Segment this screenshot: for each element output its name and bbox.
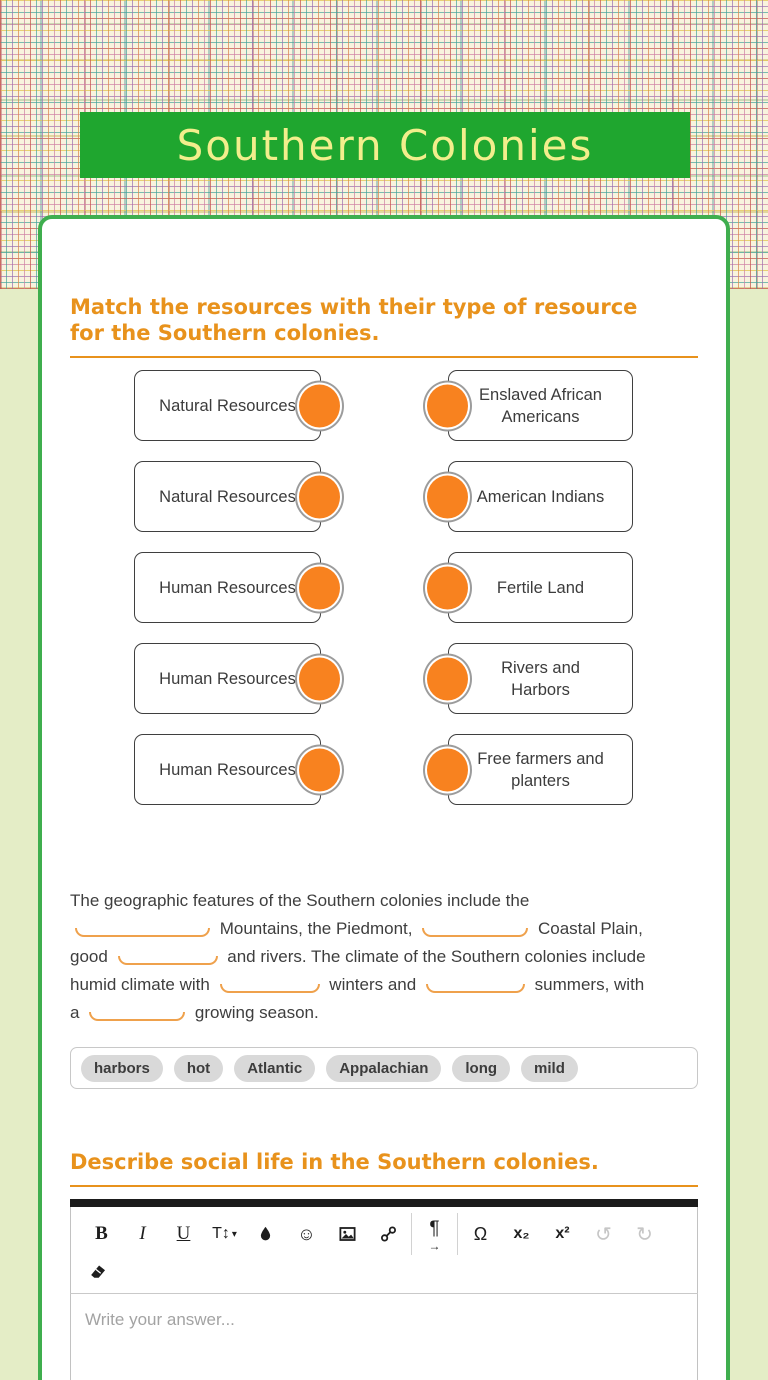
toolbar-divider — [457, 1213, 458, 1255]
superscript-button[interactable]: x² — [555, 1225, 570, 1242]
match-grid — [70, 370, 698, 805]
fill-blank-input[interactable] — [220, 984, 320, 993]
word-bank-pill[interactable]: hot — [174, 1055, 223, 1082]
worksheet-title-banner — [80, 112, 690, 178]
fill-text: humid climate with — [70, 975, 215, 994]
toolbar-divider — [411, 1213, 412, 1255]
match-left-box[interactable] — [134, 370, 321, 441]
worksheet-title: Southern Colonies — [176, 120, 594, 170]
subscript-button[interactable]: x₂ — [513, 1225, 530, 1242]
insert-image-button[interactable] — [327, 1213, 368, 1255]
connector-dot-icon[interactable] — [297, 382, 342, 429]
fill-text: Mountains, the Piedmont, — [215, 919, 418, 938]
fill-blank-paragraph — [70, 887, 698, 1027]
word-bank-pill[interactable]: long — [452, 1055, 510, 1082]
special-character-button[interactable]: Ω — [473, 1223, 488, 1244]
describe-section — [70, 1149, 698, 1187]
match-left-box[interactable] — [134, 734, 321, 805]
connector-dot-icon[interactable] — [297, 564, 342, 611]
connector-dot-icon[interactable] — [425, 746, 470, 793]
connector-dot-icon[interactable] — [297, 655, 342, 702]
insert-link-button[interactable] — [368, 1213, 409, 1255]
fill-text: growing season. — [190, 1003, 319, 1022]
match-right-box[interactable] — [448, 643, 633, 714]
match-left-box[interactable] — [134, 643, 321, 714]
connector-dot-icon[interactable] — [297, 473, 342, 520]
match-right-label: Fertile Land — [496, 578, 585, 597]
fill-text: Coastal Plain, — [533, 919, 643, 938]
undo-button: ↺ — [595, 1223, 612, 1246]
fill-text: The geographic features of the Southern colonies include the — [70, 891, 530, 910]
redo-button: ↻ — [636, 1223, 653, 1246]
answer-textarea[interactable] — [70, 1294, 698, 1380]
worksheet-card — [38, 215, 730, 1380]
match-right-box[interactable] — [448, 461, 633, 532]
toolbar-row-2 — [71, 1257, 697, 1293]
match-row — [70, 734, 698, 805]
fill-text: summers, with — [529, 975, 645, 994]
word-bank-pill[interactable]: Appalachian — [326, 1055, 441, 1082]
fill-text: and rivers. The climate of the Southern colonies include — [222, 947, 646, 966]
fill-blank-input[interactable] — [75, 928, 210, 937]
word-bank-pill[interactable]: Atlantic — [234, 1055, 315, 1082]
answer-editor — [70, 1199, 698, 1380]
match-left-label: Human Resources — [159, 669, 296, 688]
emoji-button[interactable]: ☺ — [297, 1223, 316, 1244]
match-right-label: Enslaved African Americans — [479, 385, 602, 426]
answer-placeholder: Write your answer... — [85, 1310, 235, 1329]
match-right-box[interactable] — [448, 552, 633, 623]
clear-formatting-button[interactable] — [85, 1259, 109, 1283]
fill-blank-input[interactable] — [89, 1012, 185, 1021]
describe-section-heading: Describe social life in the Southern colonies. — [70, 1150, 599, 1174]
match-section — [70, 294, 698, 805]
word-bank-pill[interactable]: mild — [521, 1055, 578, 1082]
connector-dot-icon[interactable] — [425, 564, 470, 611]
italic-button[interactable]: I — [139, 1223, 146, 1244]
match-row — [70, 370, 698, 441]
match-left-box[interactable] — [134, 461, 321, 532]
fill-blank-input[interactable] — [118, 956, 218, 965]
match-left-label: Natural Resources — [159, 396, 296, 415]
text-color-button[interactable] — [245, 1213, 286, 1255]
fill-blank-input[interactable] — [426, 984, 525, 993]
match-right-label: Rivers and Harbors — [501, 658, 580, 699]
connector-dot-icon[interactable] — [297, 746, 342, 793]
connector-dot-icon[interactable] — [425, 382, 470, 429]
text-direction-button[interactable]: ¶ → — [428, 1217, 441, 1253]
underline-button[interactable]: U — [176, 1223, 191, 1244]
match-left-label: Natural Resources — [159, 487, 296, 506]
fill-text: winters and — [324, 975, 421, 994]
fill-blank-input[interactable] — [422, 928, 528, 937]
connector-dot-icon[interactable] — [425, 655, 470, 702]
toolbar-row-1 — [71, 1207, 697, 1257]
match-row — [70, 461, 698, 532]
match-right-label: American Indians — [476, 487, 605, 506]
bold-button[interactable]: B — [95, 1223, 108, 1244]
font-size-button[interactable]: T↕ ▾ — [212, 1225, 237, 1242]
section-divider — [70, 1185, 698, 1187]
match-section-heading: Match the resources with their type of resource for the Southern colonies. — [70, 295, 638, 345]
match-row — [70, 643, 698, 714]
match-left-box[interactable] — [134, 552, 321, 623]
editor-toolbar — [70, 1207, 698, 1293]
match-right-box[interactable] — [448, 734, 633, 805]
word-bank — [70, 1047, 698, 1089]
fill-text: a — [70, 1003, 85, 1022]
connector-dot-icon[interactable] — [425, 473, 470, 520]
match-left-label: Human Resources — [159, 760, 296, 779]
match-right-label: Free farmers and planters — [477, 749, 604, 790]
word-bank-pill[interactable]: harbors — [81, 1055, 163, 1082]
match-row — [70, 552, 698, 623]
match-right-box[interactable] — [448, 370, 633, 441]
section-divider — [70, 356, 698, 358]
fill-text: good — [70, 947, 113, 966]
editor-top-bar — [70, 1199, 698, 1207]
match-left-label: Human Resources — [159, 578, 296, 597]
